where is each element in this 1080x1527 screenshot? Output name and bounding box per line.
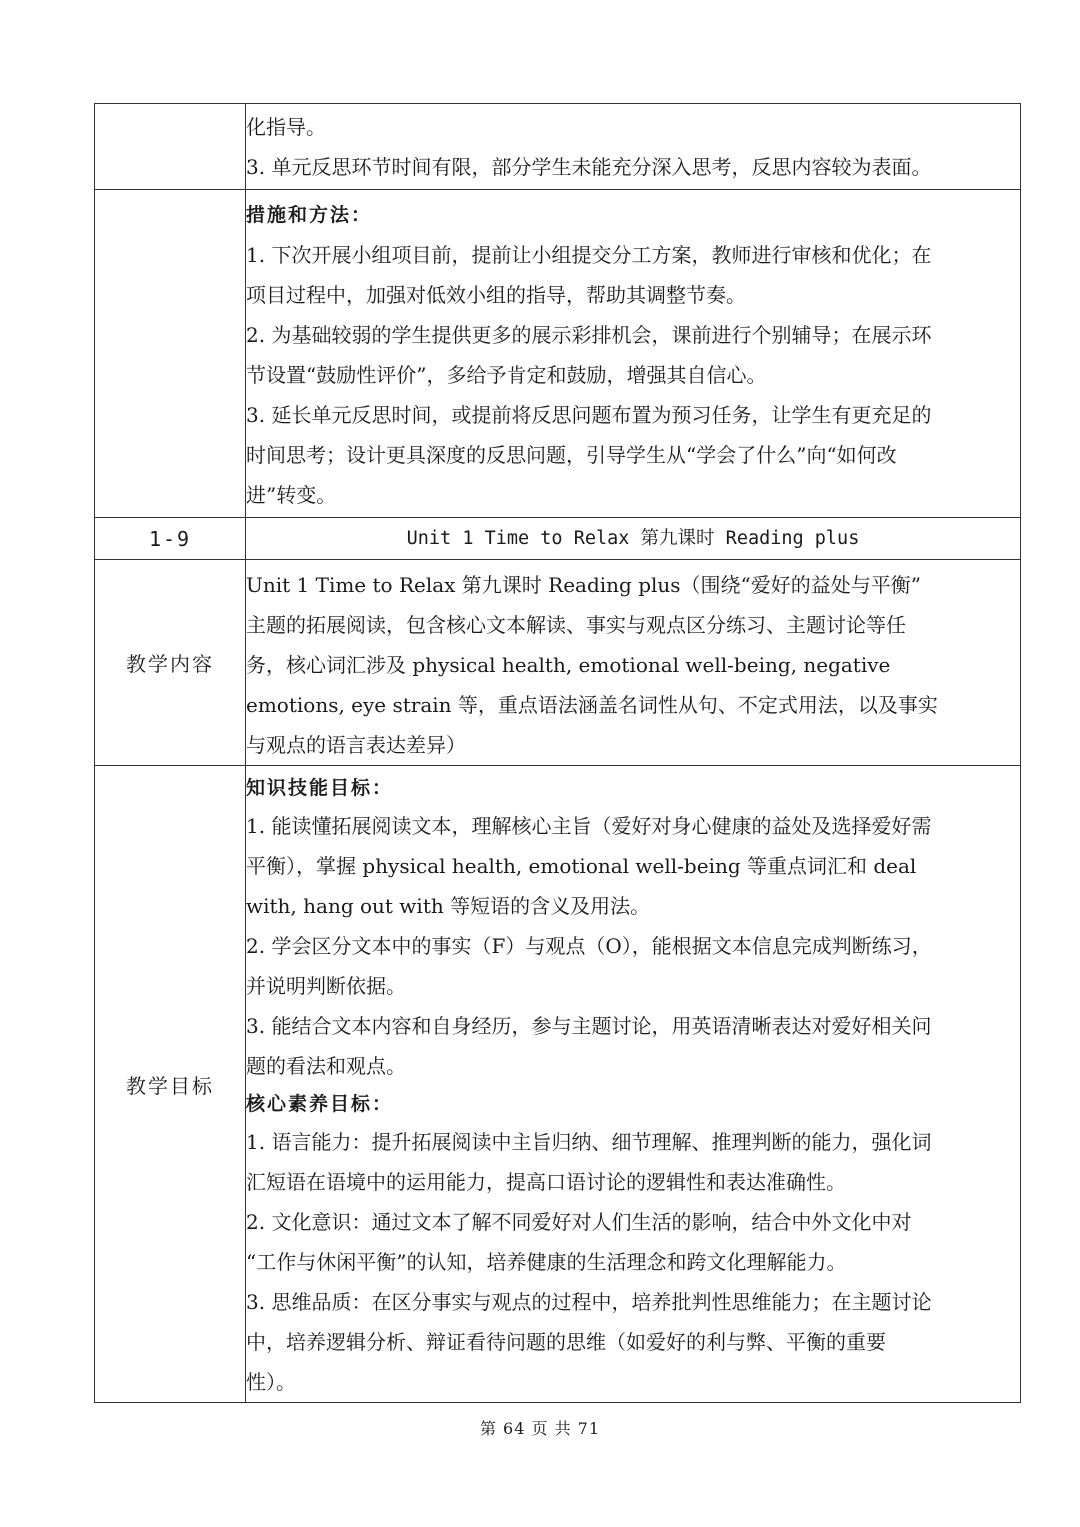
- text-line: 化指导。: [246, 115, 326, 139]
- text-line: 与观点的语言表达差异）: [246, 733, 466, 757]
- text-line: 3. 单元反思环节时间有限，部分学生未能充分深入思考，反思内容较为表面。: [246, 155, 932, 179]
- measures-cell: [246, 190, 1021, 518]
- page-number: 第 64 页 共 71: [479, 1419, 601, 1438]
- text-line: 题的看法和观点。: [246, 1054, 406, 1078]
- text-line: 项目过程中，加强对低效小组的指导，帮助其调整节奏。: [246, 283, 746, 307]
- table-row: [95, 766, 1021, 1403]
- table-row: [95, 104, 1021, 190]
- text-line: 汇短语在语境中的运用能力，提高口语讨论的逻辑性和表达准确性。: [246, 1170, 846, 1194]
- text-line: Unit 1 Time to Relax 第九课时 Reading plus（围绕“爱好的益处与平衡”: [246, 573, 921, 597]
- text-line: 2. 为基础较弱的学生提供更多的展示彩排机会，课前进行个别辅导；在展示环: [246, 323, 932, 347]
- lesson-number: 1-9: [95, 518, 246, 560]
- text-line: 3. 思维品质：在区分事实与观点的过程中，培养批判性思维能力；在主题讨论: [246, 1290, 932, 1314]
- text-line: “工作与休闲平衡”的认知，培养健康的生活理念和跨文化理解能力。: [246, 1250, 847, 1274]
- lesson-title: [246, 518, 1021, 560]
- teaching-content-cell: [246, 560, 1021, 766]
- row-label-empty: [95, 190, 246, 518]
- text-line: 性）。: [246, 1370, 296, 1394]
- table-row: [95, 518, 1021, 560]
- text-line: 节设置“鼓励性评价”，多给予肯定和鼓励，增强其自信心。: [246, 363, 767, 387]
- text-line: 进”转变。: [246, 483, 337, 507]
- text-line: 主题的拓展阅读，包含核心文本解读、事实与观点区分练习、主题讨论等任: [246, 613, 906, 637]
- text-line: 平衡），掌握 physical health, emotional well-being 等重点词汇和 deal: [246, 854, 917, 878]
- text-line: 时间思考；设计更具深度的反思问题，引导学生从“学会了什么”向“如何改: [246, 443, 897, 467]
- teaching-goals-cell: [246, 766, 1021, 1403]
- text-line: 1. 下次开展小组项目前，提前让小组提交分工方案，教师进行审核和优化；在: [246, 243, 932, 267]
- reflection-cell: [246, 104, 1021, 190]
- text-line: 务，核心词汇涉及 physical health, emotional well-being, negative: [246, 653, 891, 677]
- teaching-goals-label: 教学目标: [95, 766, 246, 1403]
- text-line: 3. 延长单元反思时间，或提前将反思问题布置为预习任务，让学生有更充足的: [246, 403, 932, 427]
- text-line: 1. 能读懂拓展阅读文本，理解核心主旨（爱好对身心健康的益处及选择爱好需: [246, 814, 932, 838]
- row-label-empty: [95, 104, 246, 190]
- text-line: emotions, eye strain 等，重点语法涵盖名词性从句、不定式用法，以及事实: [246, 693, 938, 717]
- text-line: 并说明判断依据。: [246, 974, 406, 998]
- lesson-plan-table: [94, 103, 1021, 1403]
- text-line: 3. 能结合文本内容和自身经历，参与主题讨论，用英语清晰表达对爱好相关问: [246, 1014, 932, 1038]
- text-line: 1. 语言能力：提升拓展阅读中主旨归纳、细节理解、推理判断的能力，强化词: [246, 1130, 932, 1154]
- table-row: [95, 560, 1021, 766]
- text-line: 中，培养逻辑分析、辩证看待问题的思维（如爱好的利与弊、平衡的重要: [246, 1330, 886, 1354]
- lesson-title-text: Unit 1 Time to Relax 第九课时 Reading plus: [406, 527, 860, 549]
- text-line: with, hang out with 等短语的含义及用法。: [246, 894, 651, 918]
- text-line: 2. 学会区分文本中的事实（F）与观点（O），能根据文本信息完成判断练习，: [246, 934, 932, 958]
- text-line: 2. 文化意识：通过文本了解不同爱好对人们生活的影响，结合中外文化中对: [246, 1210, 912, 1234]
- section-heading: 知识技能目标：: [246, 777, 394, 799]
- table-row: [95, 190, 1021, 518]
- section-heading: 措施和方法：: [246, 204, 373, 226]
- section-heading: 核心素养目标：: [246, 1093, 394, 1115]
- teaching-content-label: 教学内容: [95, 560, 246, 766]
